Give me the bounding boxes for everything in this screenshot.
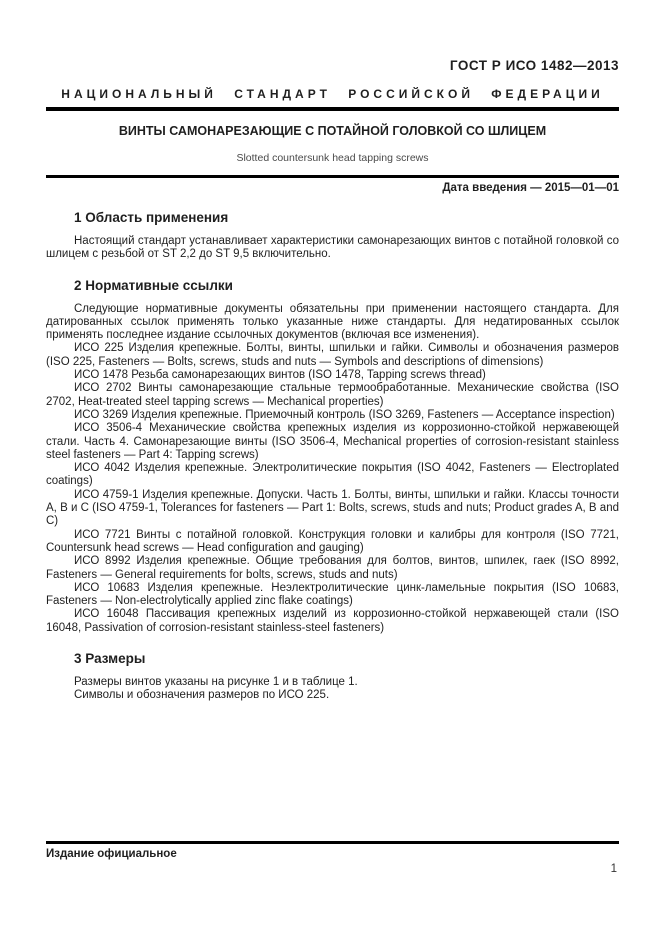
- paragraph: Настоящий стандарт устанавливает характеристики самонарезающих винтов с потайной головкой со шлицем с резьбой от ST 2,2 до ST 9,5 включительно.: [46, 235, 619, 261]
- reference-item: ИСО 3269 Изделия крепежные. Приемочный контроль (ISO 3269, Fasteners — Acceptance inspection): [74, 408, 615, 421]
- reference-item: ИСО 4042 Изделия крепежные. Электролитические покрытия (ISO 4042, Fasteners — Electroplated coatings): [46, 462, 619, 488]
- reference-item: ИСО 10683 Изделия крепежные. Неэлектролитические цинк-ламельные покрытия (ISO 10683, Fasteners — Non-electrolytically applied zinc flake coatings): [46, 581, 619, 608]
- reference-item: ИСО 225 Изделия крепежные. Болты, винты, шпильки и гайки. Символы и обозначения размеров (ISO 225, Fasteners — Bolts, screws, studs and nuts — Symbols and descriptions of dimensions): [46, 342, 619, 368]
- section-heading-scope: 1 Область применения: [74, 210, 229, 225]
- page-footer: [46, 841, 619, 875]
- effective-date: Дата введения — 2015—01—01: [442, 182, 619, 194]
- paragraph: Символы и обозначения размеров по ИСО 225.: [74, 689, 330, 702]
- paragraph: Следующие нормативные документы обязательны при применении настоящего стандарта. Для датированных ссылок применять только указанные ниже стандарты. Для недатированных ссылок применять последнее издание ссылочных документов (включая все изменения).: [46, 302, 619, 342]
- doc-title-ru: ВИНТЫ САМОНАРЕЗАЮЩИЕ С ПОТАЙНОЙ ГОЛОВКОЙ СО ШЛИЦЕМ: [118, 124, 547, 138]
- section-heading-dimensions: 3 Размеры: [74, 651, 146, 667]
- reference-item: ИСО 1478 Резьба самонарезающих винтов (ISO 1478, Tapping screws thread): [74, 369, 486, 382]
- reference-item: ИСО 3506-4 Механические свойства крепежных изделия из коррозионно-стойкой нержавеющей стали. Часть 4. Самонарезающие винты (ISO 3506-4, Mechanical properties of corrosion-resistant stainless steel fasteners — Part 4: Tapping screws): [46, 422, 619, 461]
- doc-number: ГОСТ Р ИСО 1482—2013: [449, 58, 619, 73]
- page-number: 1: [610, 863, 617, 875]
- reference-item: ИСО 16048 Пассивация крепежных изделий из коррозионно-стойкой нержавеющей стали (ISO 16048, Passivation of corrosion-resistant stainless-steel fasteners): [46, 608, 619, 634]
- section-body-normative-references: [46, 303, 619, 635]
- doc-title-en: Slotted countersunk head tapping screws: [236, 152, 429, 164]
- section-heading-normative-references: 2 Нормативные ссылки: [74, 277, 233, 293]
- section-body-dimensions: [46, 676, 619, 703]
- date-divider-rule: [46, 175, 619, 178]
- reference-item: ИСО 4759-1 Изделия крепежные. Допуски. Часть 1. Болты, винты, шпильки и гайки. Классы точности А, В и С (ISO 4759-1, Tolerances for fasteners — Part 1: Bolts, screws, studs and nuts; Product grades A, B and C): [46, 488, 619, 528]
- paragraph: Размеры винтов указаны на рисунке 1 и в таблице 1.: [74, 676, 358, 689]
- federation-banner: НАЦИОНАЛЬНЫЙ СТАНДАРТ РОССИЙСКОЙ ФЕДЕРАЦИИ: [46, 87, 619, 111]
- section-body-scope: [46, 235, 619, 262]
- reference-item: ИСО 2702 Винты самонарезающие стальные термообработанные. Механические свойства (ISO 2702, Heat-treated steel tapping screws — Mechanical properties): [46, 382, 619, 408]
- edition-note: Издание официальное: [46, 848, 177, 860]
- reference-item: ИСО 8992 Изделия крепежные. Общие требования для болтов, винтов, шпилек, гаек (ISO 8992, Fasteners — General requirements for bolts, screws, studs and nuts): [46, 555, 619, 581]
- reference-item: ИСО 7721 Винты с потайной головкой. Конструкция головки и калибры для контроля (ISO 7721, Countersunk head screws — Head configuration and gauging): [46, 528, 619, 554]
